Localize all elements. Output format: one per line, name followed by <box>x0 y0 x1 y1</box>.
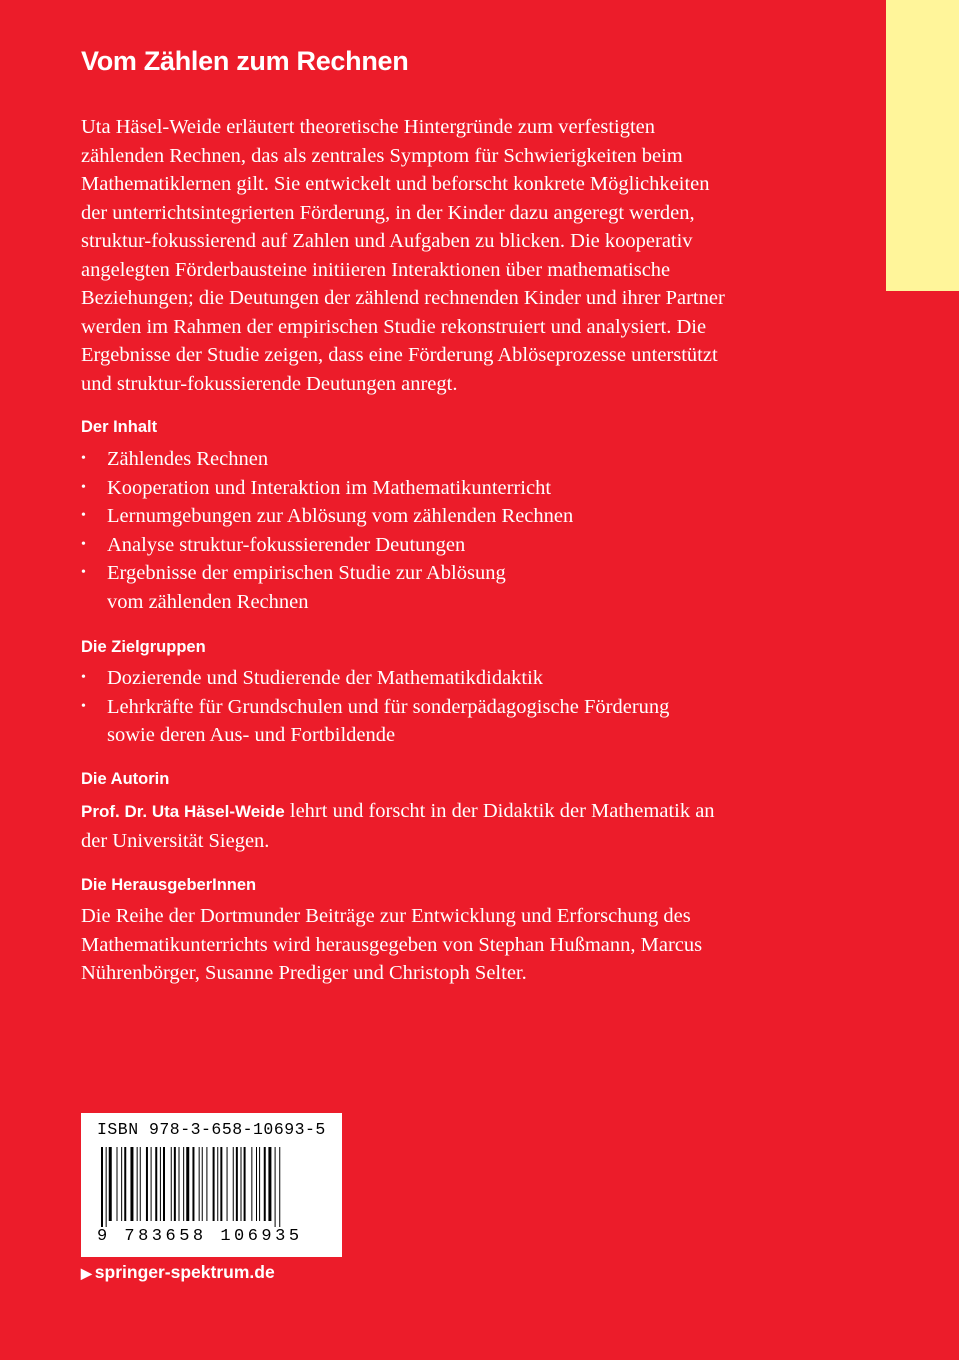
intro-line: Beziehungen; die Deutungen der zählend rechnenden Kinder und ihrer Partner <box>81 287 725 309</box>
play-triangle-icon: ▶ <box>81 1265 92 1281</box>
barcode-bar <box>213 1147 215 1221</box>
barcode-bar <box>186 1147 189 1221</box>
barcode-bar <box>244 1147 246 1221</box>
zielgruppen-heading: Die Zielgruppen <box>81 638 206 656</box>
list-item-line: vom zählenden Rechnen <box>107 590 309 613</box>
barcode-bar <box>121 1147 122 1221</box>
intro-line: angelegten Förderbausteine initiieren Interaktionen über mathematische <box>81 258 671 281</box>
barcode-icon <box>101 1147 323 1227</box>
isbn-barcode-box <box>81 1113 342 1257</box>
barcode-bar <box>202 1147 203 1221</box>
intro-line: Mathematiklernen gilt. Sie entwickelt und beforscht konkrete Möglichkeiten <box>81 173 710 195</box>
barcode-bar <box>160 1147 161 1221</box>
intro-line: werden im Rahmen der empirischen Studie rekonstruiert und analysiert. Die <box>81 315 707 338</box>
barcode-digits: 9 783658 106935 <box>97 1227 303 1246</box>
website-text: springer-spektrum.de <box>94 1262 275 1282</box>
barcode-bar <box>279 1147 280 1227</box>
barcode-bar <box>101 1147 103 1227</box>
barcode-bar <box>256 1147 257 1221</box>
barcode-bar <box>251 1147 252 1221</box>
barcode-bar <box>179 1147 180 1221</box>
publisher-website[interactable] <box>81 1262 275 1283</box>
list-item: • Kooperation und Interaktion im Mathematikunterricht <box>81 474 801 503</box>
barcode-bar <box>140 1147 141 1221</box>
barcode-bar <box>233 1147 234 1221</box>
barcode-bar <box>137 1147 138 1221</box>
book-title: Vom Zählen zum Rechnen <box>81 46 409 76</box>
herausgeber-line: Die Reihe der Dortmunder Beiträge zur Entwicklung und Erforschung des <box>81 905 691 927</box>
barcode-bar <box>217 1147 218 1221</box>
intro-line: zählenden Rechnen, das als zentrales Symptom für Schwierigkeiten beim <box>81 144 683 167</box>
intro-line: und struktur-fokussierende Deutungen anregt. <box>81 372 458 395</box>
barcode-bar <box>124 1147 126 1221</box>
barcode-bar <box>146 1147 148 1221</box>
barcode-bar <box>220 1147 222 1221</box>
barcode-bar <box>130 1147 133 1221</box>
author-text: lehrt und forscht in der Didaktik der Mathematik an <box>284 800 715 822</box>
intro-line: Uta Häsel-Weide erläutert theoretische Hintergründe zum verfestigten <box>81 116 656 138</box>
autorin-line: der Universität Siegen. <box>81 829 270 852</box>
barcode-bar <box>155 1147 157 1221</box>
herausgeber-paragraph <box>81 902 796 988</box>
list-item-line: Ergebnisse der empirischen Studie zur Ablösung <box>107 562 506 584</box>
inhalt-list <box>81 445 801 616</box>
barcode-bar <box>241 1147 242 1221</box>
herausgeber-line: Nührenbörger, Susanne Prediger und Christoph Selter. <box>81 962 527 984</box>
barcode-bar <box>259 1147 260 1221</box>
barcode-bar <box>227 1147 228 1221</box>
intro-paragraph <box>81 113 796 398</box>
list-item: • Dozierende und Studierende der Mathematikdidaktik <box>81 664 801 693</box>
autorin-line <box>81 797 796 827</box>
barcode-bar <box>106 1147 107 1227</box>
barcode-bar <box>163 1147 165 1221</box>
barcode-bar <box>109 1147 112 1221</box>
list-item <box>81 693 801 750</box>
barcode-bar <box>264 1147 266 1221</box>
barcode-bar <box>174 1147 176 1221</box>
isbn-label: ISBN 978-3-658-10693-5 <box>97 1120 326 1139</box>
list-item-line: Lehrkräfte für Grundschulen und für sonderpädagogische Förderung <box>107 695 670 718</box>
barcode-bar <box>206 1147 207 1221</box>
intro-line: Ergebnisse der Studie zeigen, dass eine Förderung Ablöseprozesse unterstützt <box>81 344 718 366</box>
autorin-heading: Die Autorin <box>81 770 170 788</box>
barcode-bar <box>183 1147 184 1221</box>
inhalt-heading: Der Inhalt <box>81 418 158 436</box>
list-item <box>81 559 801 616</box>
intro-line: der unterrichtsintegrierten Förderung, in der Kinder dazu angeregt werden, <box>81 201 695 224</box>
intro-line: struktur-fokussierend auf Zahlen und Aufgaben zu blicken. Die kooperativ <box>81 230 693 252</box>
barcode-bar <box>151 1147 152 1221</box>
barcode-bar <box>171 1147 172 1221</box>
zielgruppen-list <box>81 664 801 750</box>
barcode-bar <box>236 1147 238 1221</box>
list-item: • Analyse struktur-fokussierender Deutungen <box>81 531 801 560</box>
author-name: Prof. Dr. Uta Häsel-Weide <box>81 802 285 821</box>
herausgeber-line: Mathematikunterrichts wird herausgegeben von Stephan Hußmann, Marcus <box>81 933 703 956</box>
yellow-cover-tab <box>886 0 959 291</box>
autorin-paragraph <box>81 797 796 855</box>
barcode-bar <box>268 1147 271 1221</box>
list-item-line: sowie deren Aus- und Fortbildende <box>107 724 396 746</box>
barcode-bar <box>275 1147 276 1227</box>
barcode-bar <box>117 1147 118 1221</box>
list-item: • Lernumgebungen zur Ablösung vom zählenden Rechnen <box>81 502 801 531</box>
herausgeber-heading: Die HerausgeberInnen <box>81 876 257 894</box>
barcode-bar <box>199 1147 200 1221</box>
barcode-bar <box>192 1147 194 1221</box>
list-item: • Zählendes Rechnen <box>81 445 801 474</box>
